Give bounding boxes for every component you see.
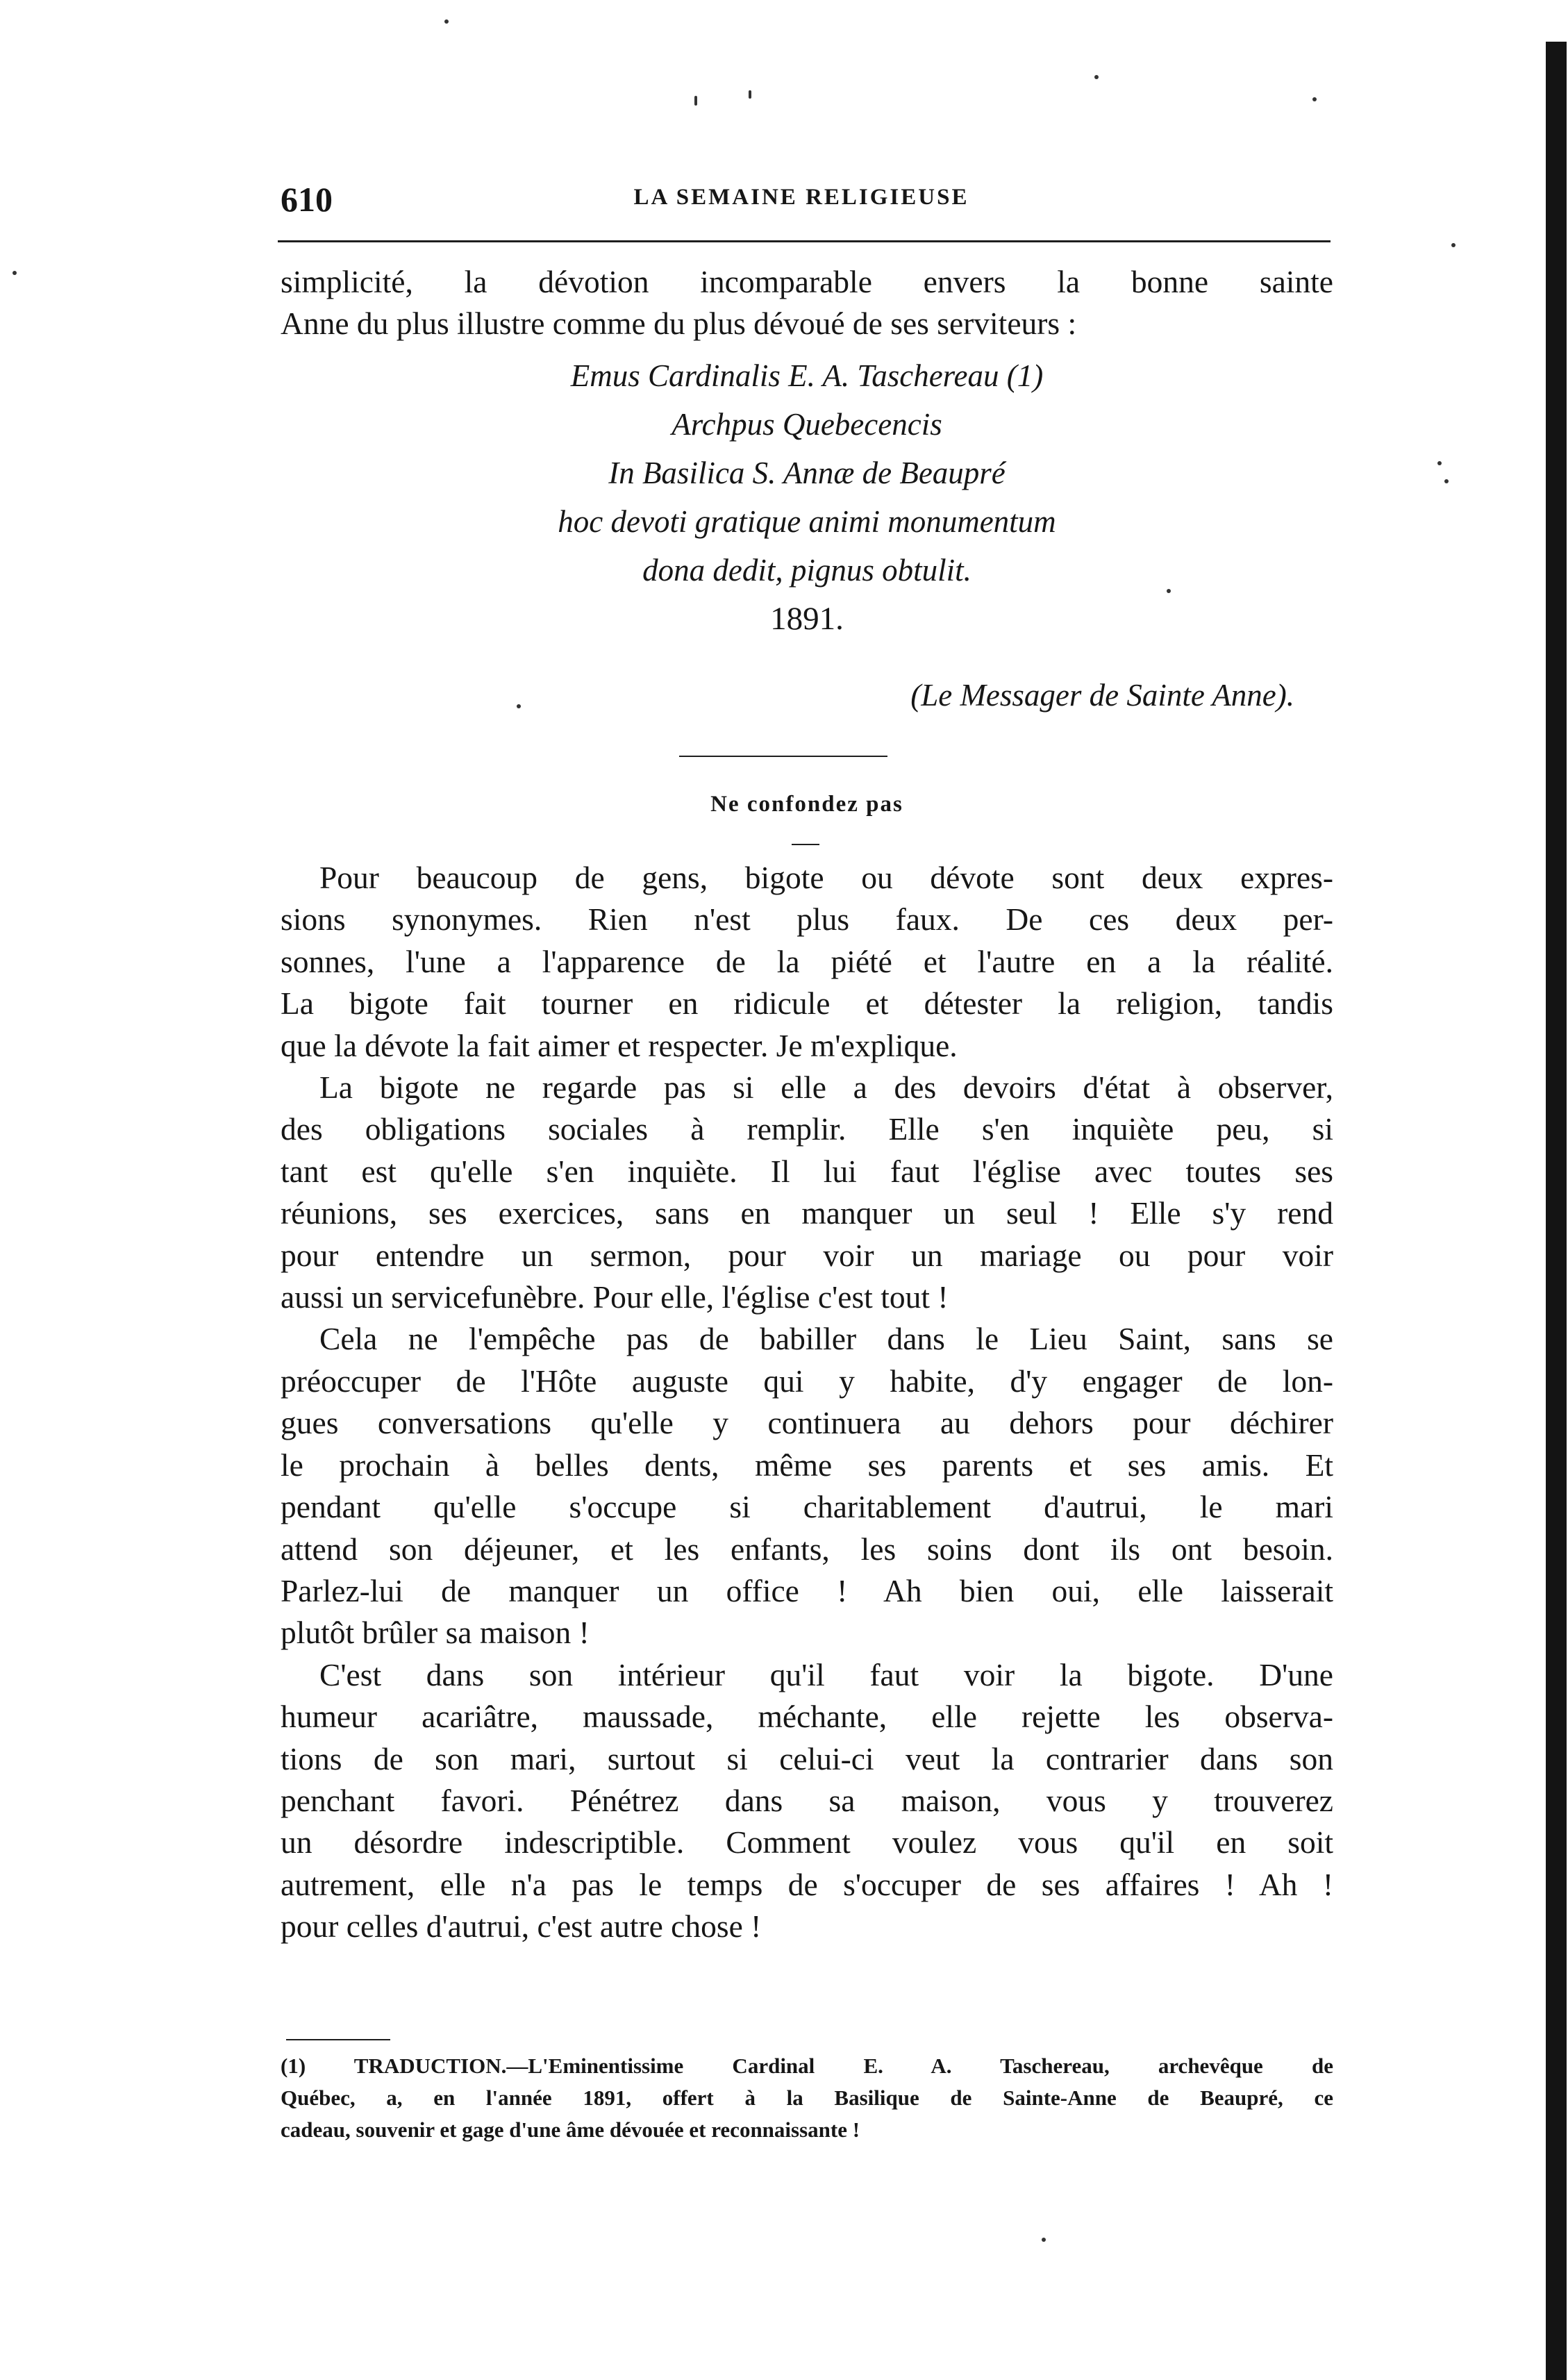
source-citation: (Le Messager de Sainte Anne). (910, 678, 1294, 713)
text-line: préoccuper de l'Hôte auguste qui y habite, d'y engager de lon- (281, 1363, 1333, 1399)
text-line: sonnes, l'une a l'apparence de la piété et l'autre en a la réalité. (281, 943, 1333, 979)
dedication-line: Emus Cardinalis E. A. Taschereau (1) (570, 358, 1044, 393)
text-line: aussi un servicefunèbre. Pour elle, l'église c'est tout ! (281, 1279, 949, 1315)
text-line: simplicité, la dévotion incomparable envers la bonne sainte (281, 264, 1333, 299)
text-line: tant est qu'elle s'en inquiète. Il lui faut l'église avec toutes ses (281, 1153, 1333, 1189)
page-header (281, 179, 1322, 221)
text-line: Parlez-lui de manquer un office ! Ah bien oui, elle laisserait (281, 1572, 1333, 1608)
title-ornament (792, 844, 819, 845)
dedication-line: dona dedit, pignus obtulit. (642, 553, 971, 588)
text-line: La bigote ne regarde pas si elle a des devoirs d'état à observer, (319, 1070, 1333, 1106)
footnote-rule (286, 2039, 390, 2040)
footnote-line: cadeau, souvenir et gage d'une âme dévouée et reconnaissante ! (281, 2117, 860, 2142)
text-line: pour entendre un sermon, pour voir un mariage ou pour voir (281, 1237, 1333, 1273)
text-line: Anne du plus illustre comme du plus dévoué de ses serviteurs : (281, 306, 1077, 342)
section-title: Ne confondez pas (710, 792, 903, 817)
text-line: que la dévote la fait aimer et respecter. Je m'explique. (281, 1027, 958, 1063)
text-line: attend son déjeuner, et les enfants, les soins dont ils ont besoin. (281, 1531, 1333, 1567)
text-line: La bigote fait tourner en ridicule et détester la religion, tandis (281, 985, 1333, 1022)
text-line: tions de son mari, surtout si celui-ci veut la contrarier dans son (281, 1740, 1333, 1776)
footnote (281, 2050, 1333, 2146)
text-line: des obligations sociales à remplir. Elle s'en inquiète peu, si (281, 1111, 1333, 1147)
text-line: plutôt brûler sa maison ! (281, 1615, 590, 1651)
text-line: C'est dans son intérieur qu'il faut voir la bigote. D'une (319, 1656, 1333, 1692)
opening-text (281, 261, 1333, 345)
dedication-line: hoc devoti gratique animi monumentum (558, 504, 1056, 539)
section-divider (679, 756, 887, 757)
dedication-year: 1891. (770, 601, 844, 637)
footnote-line: (1) TRADUCTION.—L'Eminentissime Cardinal E. A. Taschereau, archevêque de (281, 2054, 1333, 2078)
text-line: autrement, elle n'a pas le temps de s'occuper de ses affaires ! Ah ! (281, 1866, 1333, 1902)
text-line: Cela ne l'empêche pas de babiller dans le Lieu Saint, sans se (319, 1321, 1333, 1357)
dedication-line: Archpus Quebecencis (672, 407, 942, 442)
text-line: Pour beaucoup de gens, bigote ou dévote sont deux expres- (319, 860, 1333, 895)
text-line: gues conversations qu'elle y continuera au dehors pour déchirer (281, 1405, 1333, 1441)
text-line: penchant favori. Pénétrez dans sa maison, vous y trouverez (281, 1782, 1333, 1818)
dedication-line: In Basilica S. Annæ de Beaupré (608, 456, 1006, 490)
header-rule (278, 240, 1331, 242)
scan-edge-shadow (1546, 42, 1567, 2380)
article-body (281, 857, 1333, 1948)
text-line: humeur acariâtre, maussade, méchante, elle rejette les observa- (281, 1699, 1333, 1735)
text-line: sions synonymes. Rien n'est plus faux. De ces deux per- (281, 901, 1333, 938)
footnote-line: Québec, a, en l'année 1891, offert à la Basilique de Sainte-Anne de Beaupré, ce (281, 2086, 1333, 2110)
running-head: LA SEMAINE RELIGIEUSE (633, 185, 969, 210)
text-line: pendant qu'elle s'occupe si charitablement d'autrui, le mari (281, 1489, 1333, 1525)
dedication-inscription (281, 351, 1333, 643)
text-line: le prochain à belles dents, même ses parents et ses amis. Et (281, 1447, 1333, 1483)
page-number: 610 (281, 180, 333, 219)
text-line: pour celles d'autrui, c'est autre chose ! (281, 1908, 762, 1945)
text-line: un désordre indescriptible. Comment voulez vous qu'il en soit (281, 1824, 1333, 1861)
text-line: réunions, ses exercices, sans en manquer un seul ! Elle s'y rend (281, 1195, 1333, 1231)
